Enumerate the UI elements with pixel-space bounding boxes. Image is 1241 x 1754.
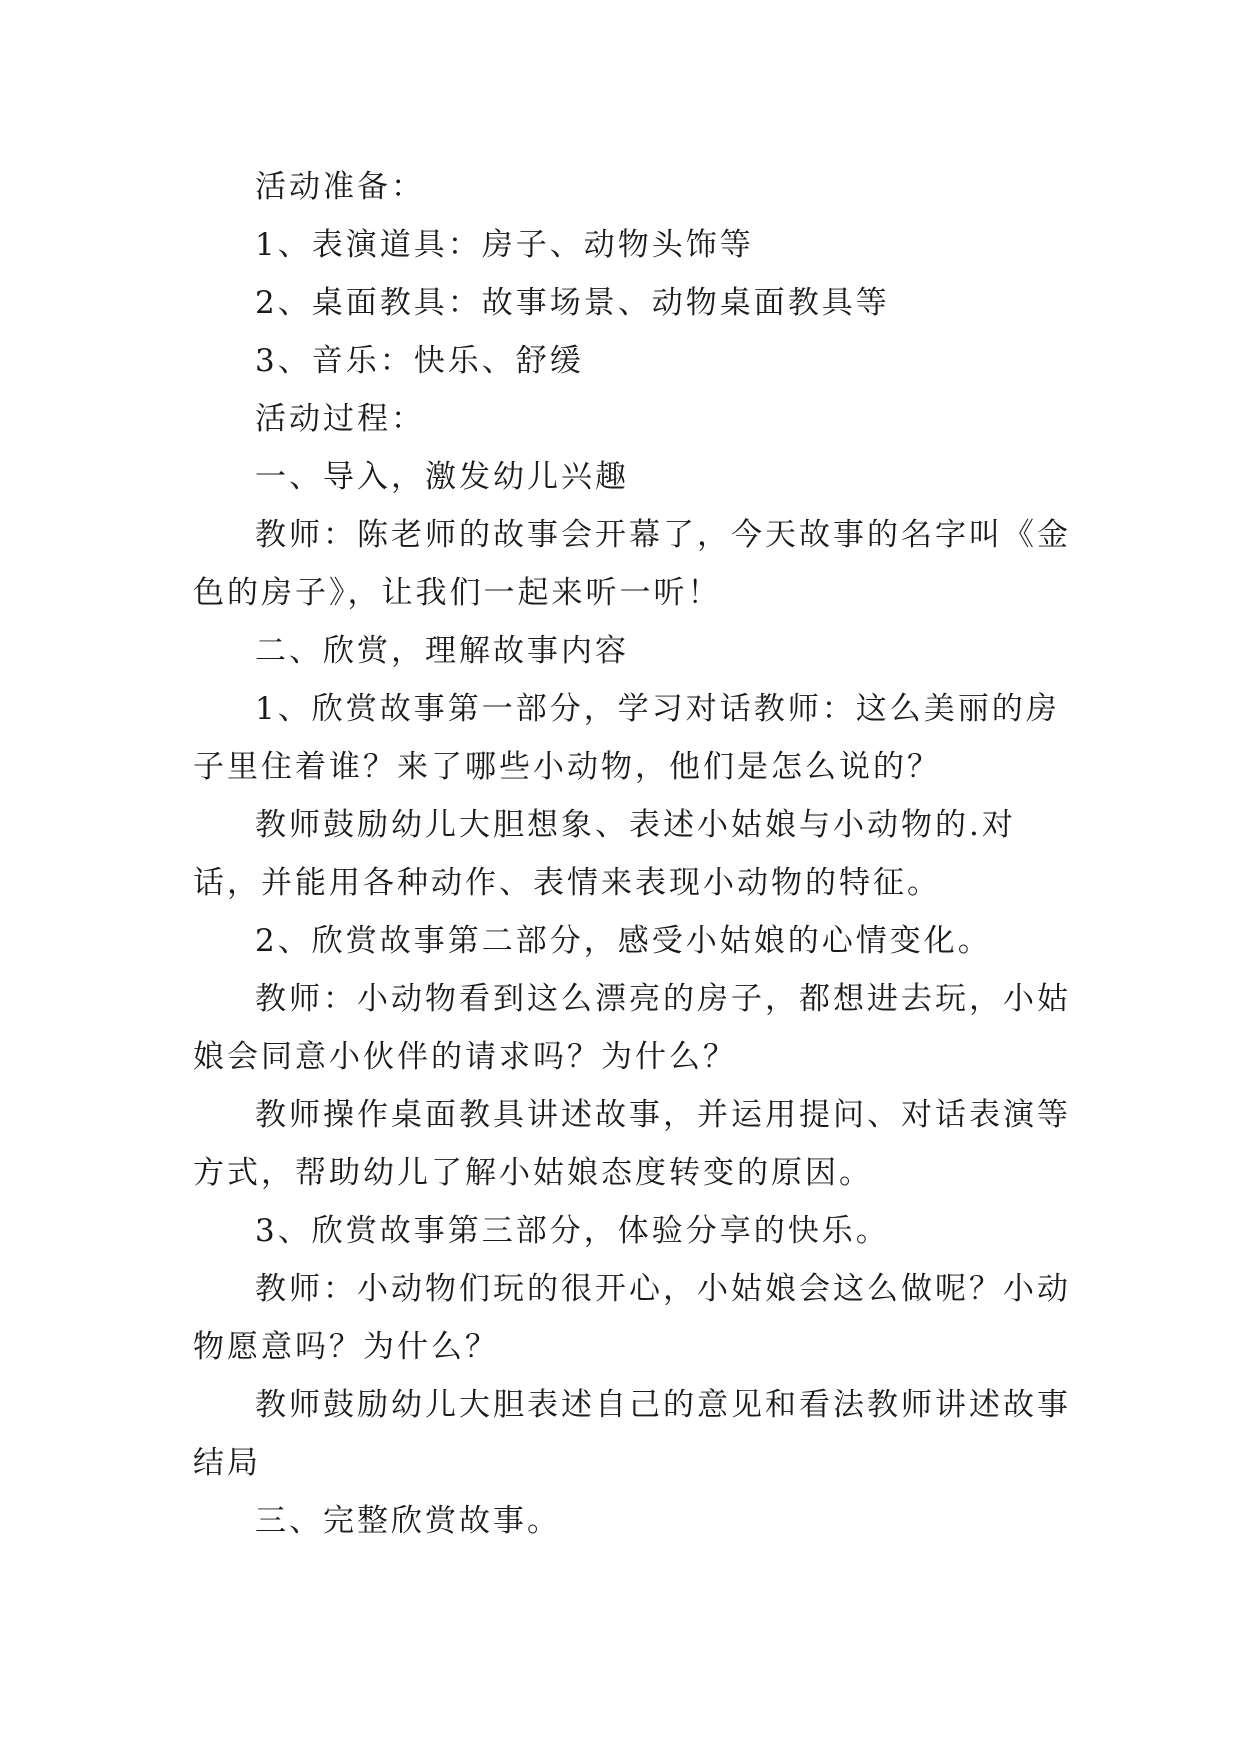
paragraph-part-two: 2、欣赏故事第二部分，感受小姑娘的心情变化。 [255,923,992,959]
paragraph-encourage-dialogue: 教师鼓励幼儿大胆想象、表述小姑娘与小动物的.对话，并能用各种动作、表情来表现小动物的特征。 [193,807,1016,901]
paragraph-teacher-happy: 教师：小动物们玩的很开心，小姑娘会这么做呢？小动物愿意吗？为什么？ [193,1271,1071,1365]
paragraph-music: 3、音乐：快乐、舒缓 [255,343,584,379]
paragraph-desk-aids: 2、桌面教具：故事场景、动物桌面教具等 [255,285,890,321]
paragraph-preparation-heading: 活动准备： [255,169,425,205]
paragraph-teacher-operate: 教师操作桌面教具讲述故事，并运用提问、对话表演等方式，帮助幼儿了解小姑娘态度转变的原因。 [193,1097,1071,1191]
paragraph-teacher-question: 教师：小动物看到这么漂亮的房子，都想进去玩，小姑娘会同意小伙伴的请求吗？为什么？ [193,981,1071,1075]
document-body [193,158,1073,1550]
paragraph-process-heading: 活动过程： [255,401,425,437]
paragraph-part-three: 3、欣赏故事第三部分，体验分享的快乐。 [255,1213,890,1249]
paragraph-section-two: 二、欣赏，理解故事内容 [255,633,629,669]
paragraph-part-one: 1、欣赏故事第一部分，学习对话教师：这么美丽的房子里住着谁？来了哪些小动物，他们是怎么说的？ [193,691,1060,785]
paragraph-encourage-opinion: 教师鼓励幼儿大胆表述自己的意见和看法教师讲述故事结局 [193,1387,1071,1481]
paragraph-section-three: 三、完整欣赏故事。 [255,1503,561,1539]
paragraph-props: 1、表演道具：房子、动物头饰等 [255,227,754,263]
paragraph-teacher-intro: 教师：陈老师的故事会开幕了，今天故事的名字叫《金色的房子》，让我们一起来听一听！ [193,517,1071,611]
paragraph-section-one: 一、导入，激发幼儿兴趣 [255,459,629,495]
